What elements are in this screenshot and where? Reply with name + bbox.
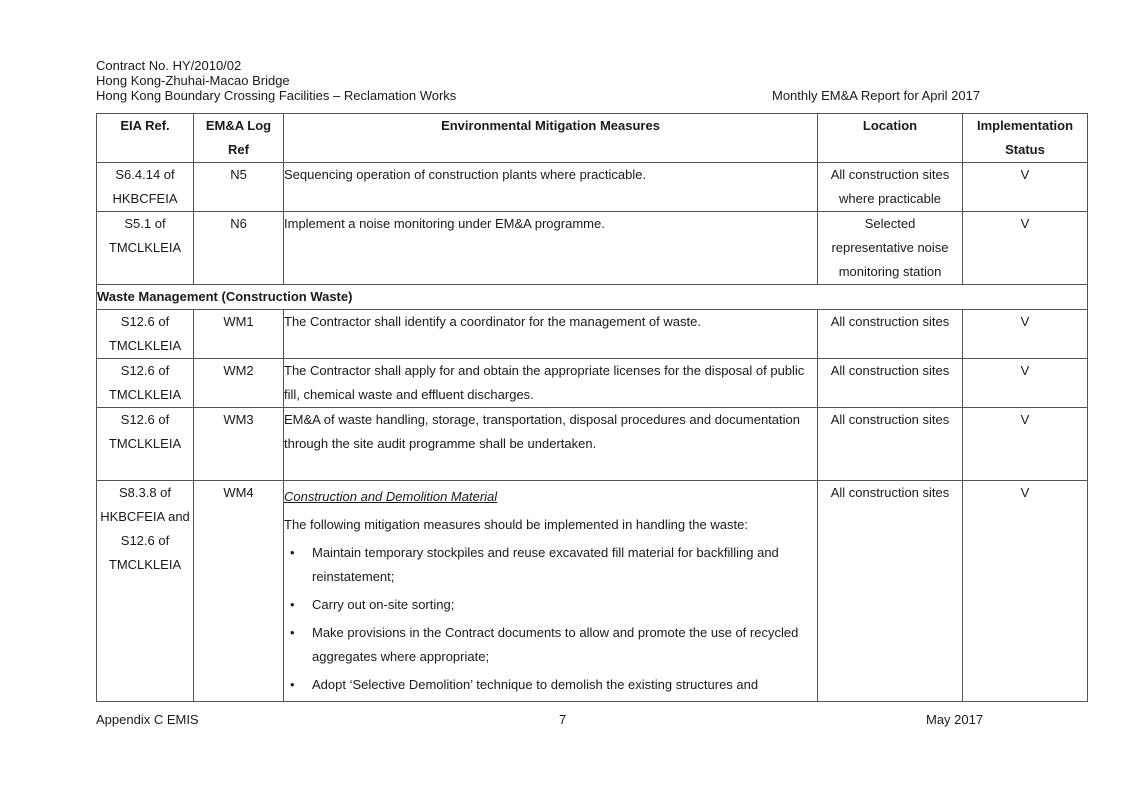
log-ref-cell: WM3 bbox=[194, 408, 284, 481]
eia-ref-cell: S12.6 of TMCLKLEIA bbox=[97, 310, 194, 359]
measure-subheading: Construction and Demolition Material bbox=[284, 489, 498, 504]
bullet-icon: • bbox=[290, 625, 295, 640]
log-ref-cell: WM2 bbox=[194, 359, 284, 408]
status-cell: V bbox=[963, 408, 1088, 481]
list-item bbox=[284, 541, 817, 589]
location-cell: Selected representative noise monitoring station bbox=[818, 212, 963, 285]
table-row-wm4 bbox=[97, 481, 1088, 702]
list-item bbox=[284, 673, 817, 697]
table-row bbox=[97, 163, 1088, 212]
table-row bbox=[97, 212, 1088, 285]
table-header-row bbox=[97, 114, 1088, 163]
location-cell: All construction sites bbox=[818, 408, 963, 481]
measure-bullet-list bbox=[284, 541, 817, 697]
col-header-eia-ref: EIA Ref. bbox=[97, 114, 194, 163]
project-subtitle: Hong Kong Boundary Crossing Facilities – Reclamation Works bbox=[96, 88, 457, 103]
eia-ref-cell: S12.6 of TMCLKLEIA bbox=[97, 359, 194, 408]
list-item bbox=[284, 593, 817, 617]
bullet-text: Adopt ‘Selective Demolition’ technique to demolish the existing structures and bbox=[312, 677, 759, 692]
log-ref-cell: N5 bbox=[194, 163, 284, 212]
footer-appendix-label: Appendix C EMIS bbox=[96, 712, 199, 727]
eia-ref-cell: S6.4.14 of HKBCFEIA bbox=[97, 163, 194, 212]
col-header-location: Location bbox=[818, 114, 963, 163]
table-row bbox=[97, 408, 1088, 481]
location-cell: All construction sites bbox=[818, 481, 963, 702]
section-title: Waste Management (Construction Waste) bbox=[97, 285, 1088, 310]
status-cell: V bbox=[963, 163, 1088, 212]
measure-cell: Implement a noise monitoring under EM&A programme. bbox=[284, 212, 818, 285]
measure-cell bbox=[284, 481, 818, 702]
col-header-measures: Environmental Mitigation Measures bbox=[284, 114, 818, 163]
mitigation-measures-table bbox=[96, 113, 1088, 702]
measure-cell: EM&A of waste handling, storage, transportation, disposal procedures and documentation through the site audit programme shall be undertaken. bbox=[284, 408, 818, 481]
report-title: Monthly EM&A Report for April 2017 bbox=[772, 88, 981, 103]
bullet-text: Make provisions in the Contract documents to allow and promote the use of recycled aggregates where appropriate; bbox=[312, 625, 799, 664]
location-cell: All construction sites bbox=[818, 310, 963, 359]
page-number: 7 bbox=[559, 712, 567, 727]
measure-cell: Sequencing operation of construction plants where practicable. bbox=[284, 163, 818, 212]
bullet-text: Maintain temporary stockpiles and reuse excavated fill material for backfilling and reinstatement; bbox=[312, 545, 779, 584]
bullet-icon: • bbox=[290, 597, 295, 612]
log-ref-cell: N6 bbox=[194, 212, 284, 285]
col-header-log-ref: EM&A Log Ref bbox=[194, 114, 284, 163]
section-row bbox=[97, 285, 1088, 310]
status-cell: V bbox=[963, 212, 1088, 285]
footer-date: May 2017 bbox=[926, 712, 984, 727]
log-ref-cell: WM1 bbox=[194, 310, 284, 359]
location-cell: All construction sites where practicable bbox=[818, 163, 963, 212]
measure-intro: The following mitigation measures should be implemented in handling the waste: bbox=[284, 517, 748, 532]
bullet-icon: • bbox=[290, 545, 295, 560]
list-item bbox=[284, 621, 817, 669]
status-cell: V bbox=[963, 310, 1088, 359]
contract-number: Contract No. HY/2010/02 bbox=[96, 58, 242, 73]
bullet-text: Carry out on-site sorting; bbox=[312, 597, 455, 612]
status-cell: V bbox=[963, 481, 1088, 702]
log-ref-cell: WM4 bbox=[194, 481, 284, 702]
eia-ref-cell: S12.6 of TMCLKLEIA bbox=[97, 408, 194, 481]
table-row bbox=[97, 310, 1088, 359]
bullet-icon: • bbox=[290, 677, 295, 692]
eia-ref-cell: S8.3.8 of HKBCFEIA and S12.6 of TMCLKLEIA bbox=[97, 481, 194, 702]
measure-cell: The Contractor shall apply for and obtain the appropriate licenses for the disposal of public fill, chemical waste and effluent discharges. bbox=[284, 359, 818, 408]
eia-ref-cell: S5.1 of TMCLKLEIA bbox=[97, 212, 194, 285]
status-cell: V bbox=[963, 359, 1088, 408]
col-header-status: Implementation Status bbox=[963, 114, 1088, 163]
location-cell: All construction sites bbox=[818, 359, 963, 408]
project-name: Hong Kong-Zhuhai-Macao Bridge bbox=[96, 73, 290, 88]
table-row bbox=[97, 359, 1088, 408]
measure-cell: The Contractor shall identify a coordinator for the management of waste. bbox=[284, 310, 818, 359]
